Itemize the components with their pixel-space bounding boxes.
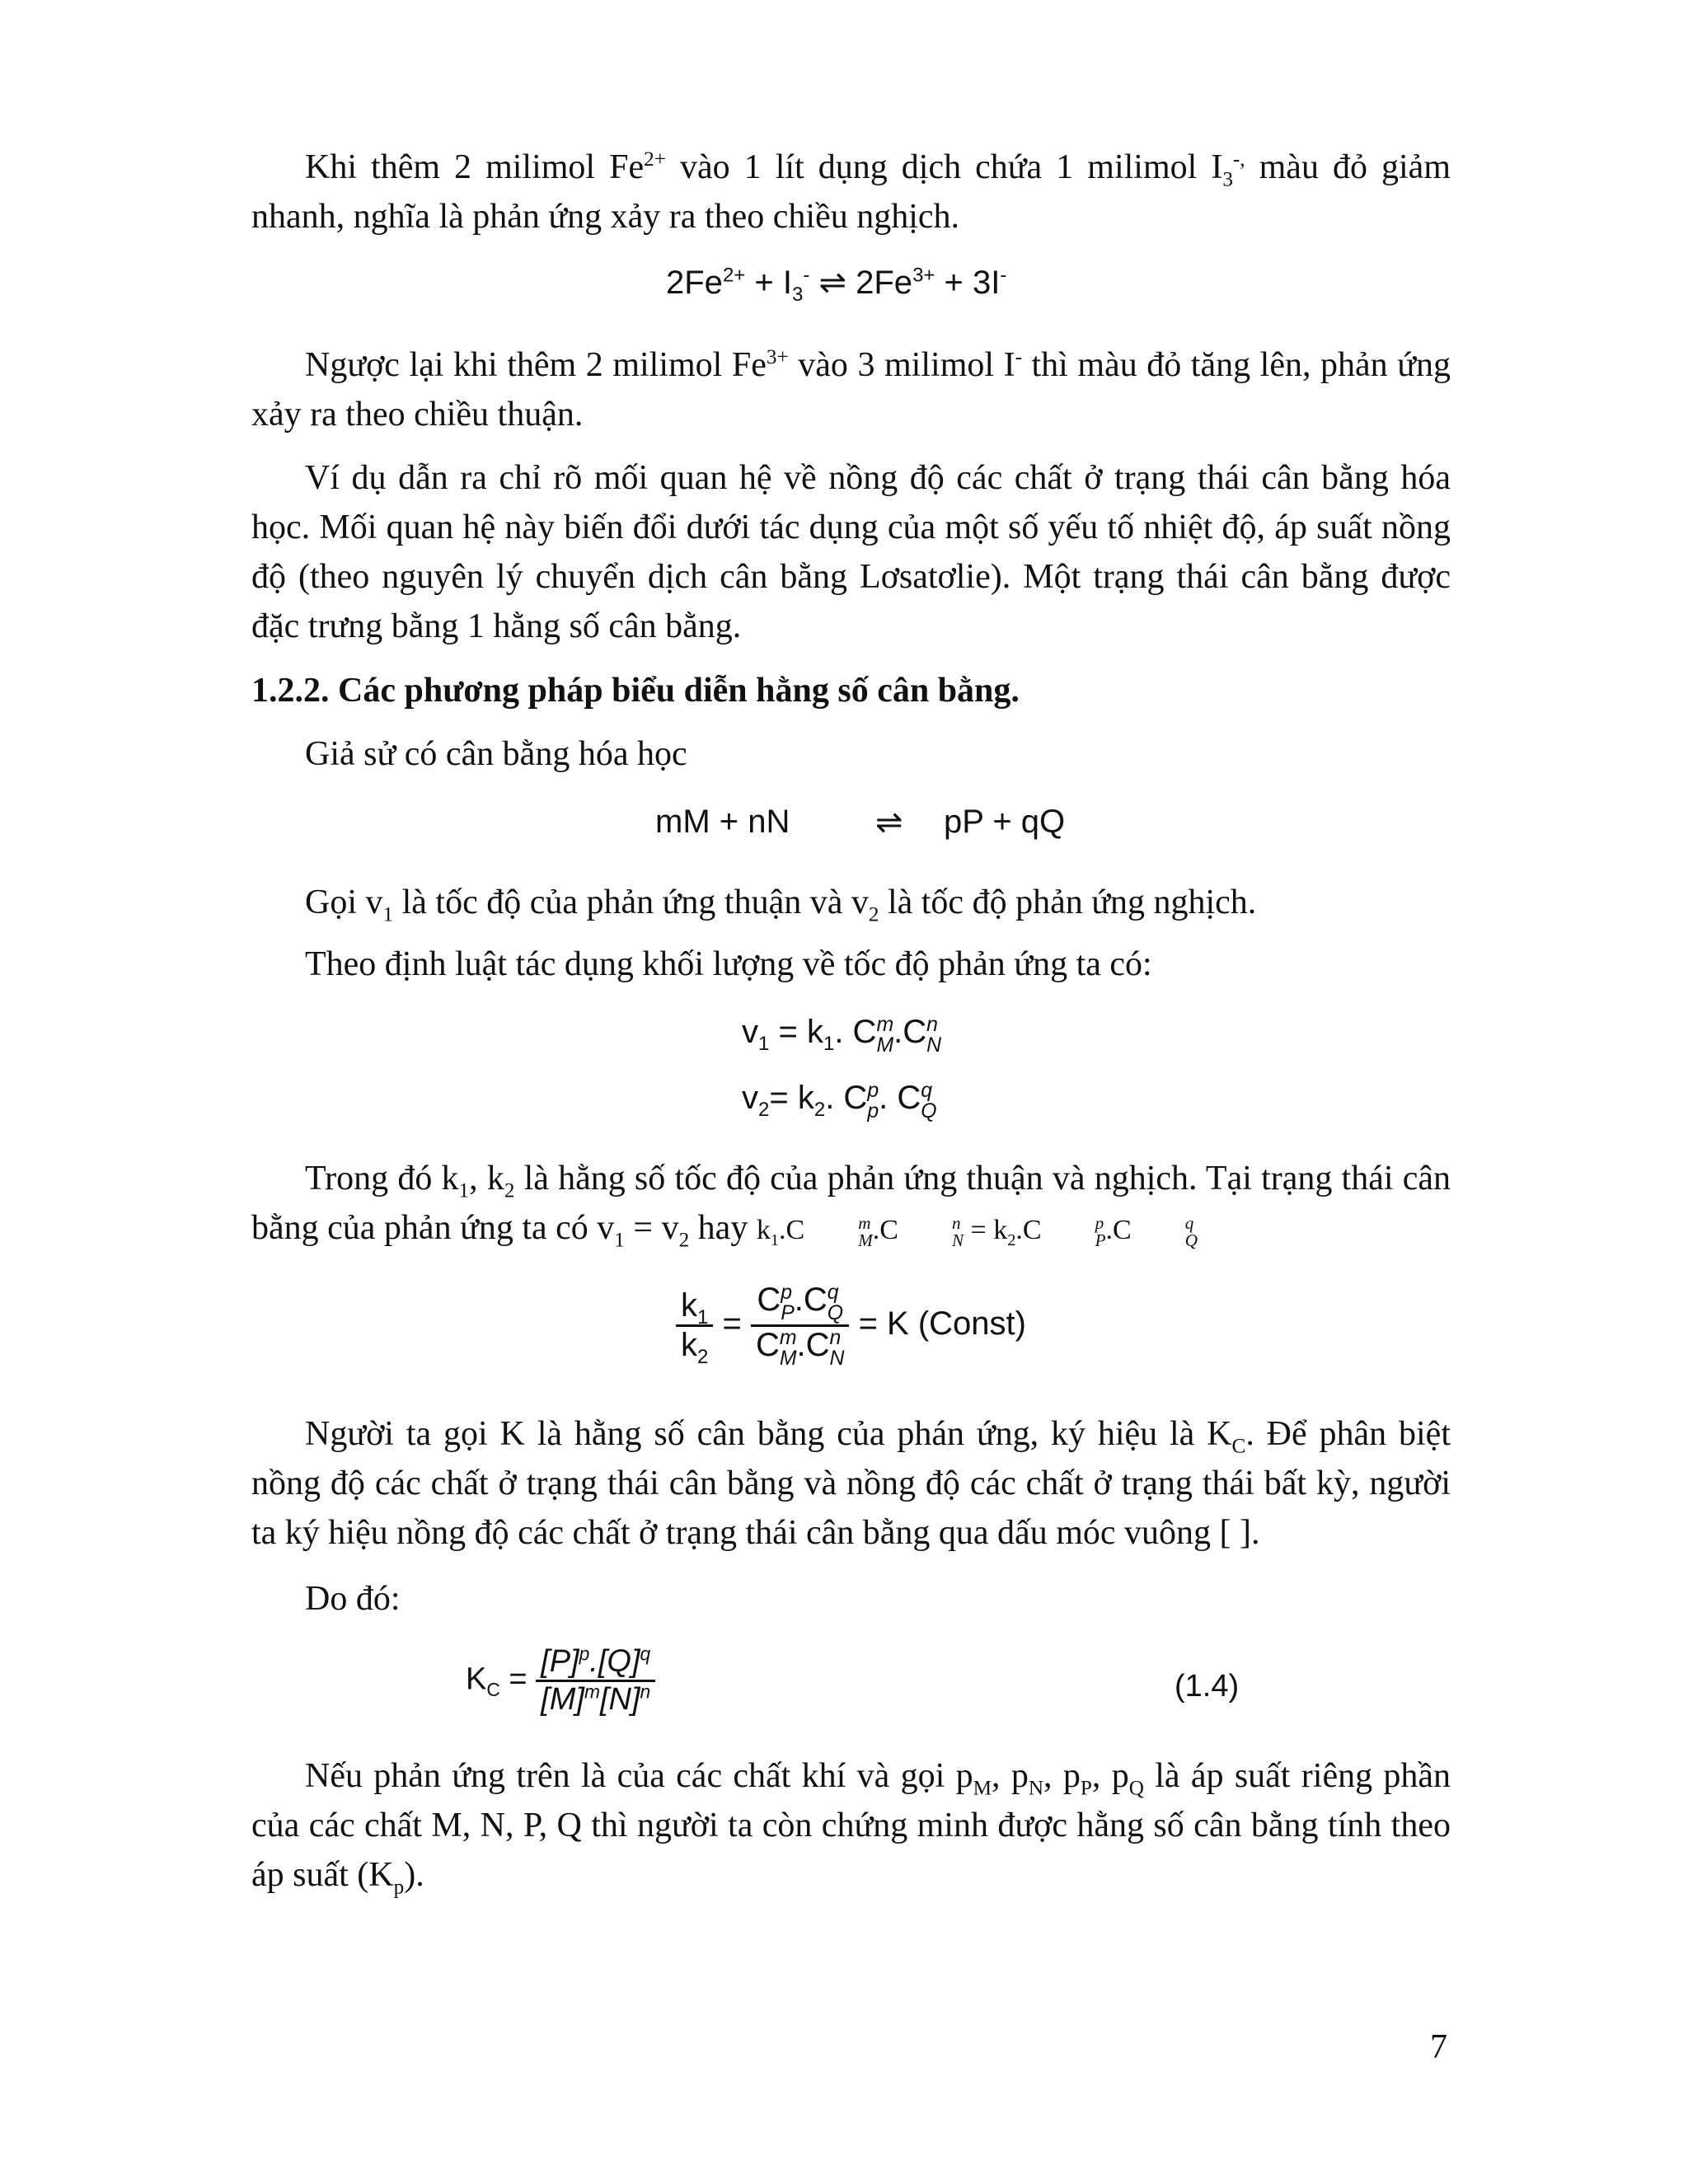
subscript: p: [393, 1876, 405, 1899]
page-number: 7: [1430, 2028, 1447, 2066]
eq-superscript: q: [1184, 1213, 1194, 1234]
eq-term: . C: [825, 1080, 868, 1116]
subscript: 1: [614, 1229, 625, 1252]
paragraph-therefore: Do đó:: [305, 1580, 401, 1618]
subscript: 1: [382, 903, 394, 926]
subscript: 3: [1222, 168, 1233, 191]
fraction-numerator: [676, 1287, 713, 1327]
eq-superscript: n: [951, 1213, 961, 1234]
eq-term: .C: [1105, 1215, 1132, 1245]
eq-subscript: M: [779, 1347, 797, 1371]
eq-term: K: [466, 1661, 487, 1697]
eq-superscript: m: [858, 1213, 871, 1234]
eq-subscript: 2: [814, 1099, 826, 1121]
eq-term: =: [499, 1661, 537, 1697]
eq-term: k: [756, 1215, 771, 1245]
text: ).: [404, 1856, 424, 1894]
fraction-k: [676, 1286, 713, 1368]
eq-term: [N]: [599, 1682, 640, 1717]
eq-term: v: [742, 1014, 758, 1050]
superscript: -,: [1232, 148, 1245, 171]
eq-supsub: [921, 1081, 936, 1122]
eq-supsub: [1042, 1215, 1106, 1249]
eq-supsub: [828, 1283, 843, 1324]
eq-term: = k: [769, 1014, 823, 1050]
paragraph-assume: Giả sử có cân bằng hóa học: [305, 735, 687, 773]
equation-general-right: [944, 804, 1065, 841]
paragraph-kp: [251, 1751, 1451, 1900]
eq-superscript: n: [640, 1680, 651, 1703]
eq-term: [M]: [541, 1682, 584, 1717]
eq-term: .C: [872, 1215, 898, 1245]
eq-supsub: [830, 1329, 845, 1370]
fraction-numerator: [751, 1282, 849, 1327]
text: Người ta gọi K là hằng số cân bằng của phán ứng, ký hiệu là K: [305, 1415, 1232, 1453]
eq-term: + 3I: [935, 265, 1001, 301]
equation-general: [655, 804, 790, 841]
eq-term: k: [681, 1286, 697, 1324]
text: là áp suất riêng phần của các chất M, N, P, Q thì người ta còn chứng minh được hằng số cân bằng tính theo áp suất (K: [251, 1757, 1451, 1894]
equilibrium-arrow-icon: ⇌: [875, 804, 903, 841]
eq-subscript: N: [926, 1034, 942, 1057]
text: , p: [1091, 1757, 1129, 1795]
paragraph-law: Theo định luật tác dụng khối lượng về tốc độ phản ứng ta có:: [305, 945, 1152, 983]
eq-subscript: 2: [697, 1345, 709, 1368]
eq-superscript: n: [926, 1014, 938, 1037]
section-heading: 1.2.2. Các phương pháp biểu diễn hằng số cân bằng.: [251, 672, 1020, 710]
eq-superscript: p: [781, 1282, 793, 1305]
text: vào 3 milimol I: [788, 346, 1015, 384]
eq-supsub: [1132, 1215, 1198, 1249]
subscript: P: [1080, 1777, 1092, 1800]
eq-subscript: M: [858, 1230, 873, 1251]
text: Trong đó k: [305, 1160, 459, 1197]
eq-superscript: q: [640, 1643, 651, 1665]
paragraph-constants: [251, 1154, 1451, 1255]
eq-term: [P]: [541, 1644, 579, 1679]
inline-equation: [756, 1213, 1198, 1251]
eq-term: .C: [779, 1215, 805, 1245]
eq-supsub: [926, 1015, 941, 1057]
text: Ngược lại khi thêm 2 milimol Fe: [305, 346, 767, 384]
eq-superscript: p: [867, 1080, 879, 1103]
eq-superscript: n: [829, 1327, 842, 1350]
text: thì màu đỏ tăng lên, phản ứng xảy ra theo chiều thuận.: [251, 346, 1451, 434]
text: màu đỏ giảm nhanh, nghĩa là phản ứng xảy ra theo chiều nghịch.: [251, 148, 1451, 236]
subscript: C: [1231, 1435, 1246, 1458]
equation-kc: [466, 1644, 655, 1718]
fraction-kc: [536, 1644, 655, 1718]
text: . Để phân biệt nồng độ các chất ở trạng thái cân bằng và nồng độ các chất ở trạng thái bất kỳ, người ta ký hiệu nồng độ các chất ở trạng thái cân bằng qua dấu móc vuông [ ].: [251, 1415, 1451, 1552]
eq-superscript: -: [1000, 264, 1007, 287]
fraction-denominator: [676, 1326, 713, 1368]
text: , p: [1043, 1757, 1081, 1795]
eq-subscript: P: [1095, 1230, 1106, 1251]
eq-superscript: m: [584, 1680, 600, 1703]
equation-v2: [742, 1080, 937, 1122]
eq-term: .C: [796, 1326, 830, 1363]
eq-term: .C: [1015, 1215, 1042, 1245]
eq-subscript: 1: [758, 1033, 770, 1055]
text: Nếu phản ứng trên là của các chất khí và gọi p: [305, 1757, 973, 1795]
paragraph-intro: [251, 143, 1451, 241]
eq-subscript: 1: [697, 1305, 709, 1329]
eq-subscript: 3: [792, 284, 804, 306]
eq-term: .C: [794, 1282, 828, 1318]
eq-subscript: 1: [770, 1230, 780, 1249]
eq-subscript: N: [829, 1347, 845, 1371]
subscript: 2: [504, 1179, 515, 1202]
subscript: N: [1028, 1777, 1044, 1800]
eq-superscript: q: [921, 1080, 933, 1103]
eq-superscript: 3+: [912, 264, 935, 287]
equation-v1: [742, 1014, 941, 1057]
text: Gọi v: [305, 883, 383, 921]
text: , k: [469, 1160, 504, 1197]
equilibrium-arrow-icon: ⇌: [809, 265, 856, 301]
eq-subscript: p: [867, 1100, 879, 1123]
fraction-numerator: [536, 1644, 655, 1682]
text: , p: [992, 1757, 1029, 1795]
superscript: -: [1015, 346, 1022, 368]
subscript: M: [973, 1777, 992, 1800]
eq-subscript: P: [781, 1302, 795, 1325]
text: Khi thêm 2 milimol Fe: [305, 148, 645, 186]
eq-subscript: N: [951, 1230, 964, 1251]
subscript: 2: [868, 903, 879, 926]
eq-supsub: [867, 1081, 879, 1122]
eq-supsub: [781, 1283, 795, 1324]
eq-superscript: q: [827, 1282, 839, 1305]
paragraph-example: Ví dụ dẫn ra chỉ rõ mối quan hệ về nồng độ các chất ở trạng thái cân bằng hóa học. Mối quan hệ này biến đổi dưới tác dụng của một số yếu tố nhiệt độ, áp suất nồng độ (theo nguyên lý chuyển dịch cân bằng Lơsatơlie). Một trạng thái cân bằng được đặc trưng bằng 1 hằng số cân bằng.: [251, 459, 1451, 645]
eq-term: .C: [893, 1014, 927, 1050]
eq-term: C: [757, 1282, 781, 1318]
fraction-concentrations: [751, 1282, 849, 1370]
fraction-denominator: [751, 1327, 849, 1370]
paragraph-rates: [305, 878, 1256, 927]
subscript: Q: [1128, 1777, 1144, 1800]
eq-superscript: m: [876, 1014, 894, 1037]
eq-subscript: Q: [827, 1302, 844, 1325]
eq-term: . C: [879, 1080, 921, 1116]
equation-general-arrow: [875, 804, 903, 841]
eq-supsub: [876, 1015, 893, 1057]
eq-term: = k: [769, 1080, 814, 1116]
text: vào 1 lít dụng dịch chứa 1 milimol I: [665, 148, 1223, 186]
text: là tốc độ của phản ứng thuận và v: [393, 883, 869, 921]
text: = v: [624, 1209, 679, 1247]
eq-subscript: M: [876, 1034, 894, 1057]
eq-term: + I: [745, 265, 793, 301]
eq-term: k: [681, 1326, 697, 1363]
equation-fe-iodide: [666, 264, 1007, 306]
paragraph-kc: [251, 1409, 1451, 1558]
eq-subscript: 1: [823, 1033, 835, 1055]
eq-term: 2Fe: [856, 265, 913, 301]
eq-term: 2Fe: [666, 265, 723, 301]
eq-term: C: [755, 1326, 780, 1363]
eq-superscript: p: [579, 1643, 590, 1665]
fraction-denominator: [536, 1682, 655, 1718]
eq-term: .[Q]: [589, 1644, 640, 1679]
eq-subscript: C: [486, 1679, 500, 1701]
eq-superscript: p: [1095, 1213, 1104, 1234]
paragraph-reverse: [251, 340, 1451, 439]
eq-supsub: [898, 1215, 964, 1249]
equation-k-ratio: [676, 1282, 1026, 1370]
superscript: 3+: [766, 346, 789, 368]
text: hay: [689, 1209, 757, 1247]
text: là tốc độ phản ứng nghịch.: [879, 883, 1257, 921]
equation-number: (1.4): [1175, 1669, 1240, 1704]
eq-subscript: 2: [1007, 1230, 1016, 1249]
eq-right: pP + qQ: [944, 804, 1066, 840]
eq-superscript: m: [779, 1327, 797, 1350]
eq-superscript: -: [803, 264, 810, 287]
eq-subscript: Q: [1184, 1230, 1198, 1251]
subscript: 2: [678, 1229, 690, 1252]
eq-supsub: [780, 1329, 797, 1370]
eq-term: . C: [834, 1014, 877, 1050]
eq-supsub: [804, 1215, 873, 1249]
eq-term: = k: [964, 1215, 1008, 1245]
eq-term: =: [722, 1305, 742, 1343]
eq-superscript: 2+: [722, 264, 746, 287]
eq-left: mM + nN: [655, 804, 790, 840]
eq-term: v: [742, 1080, 758, 1116]
eq-term: = K (Const): [858, 1305, 1026, 1343]
superscript: 2+: [644, 148, 666, 171]
eq-subscript: Q: [921, 1100, 937, 1123]
eq-subscript: 2: [758, 1099, 770, 1121]
text: là hằng số tốc độ của phản ứng thuận và nghịch. Tại trạng thái cân bằng của phản ứng ta có v: [251, 1160, 1451, 1247]
subscript: 1: [458, 1179, 470, 1202]
